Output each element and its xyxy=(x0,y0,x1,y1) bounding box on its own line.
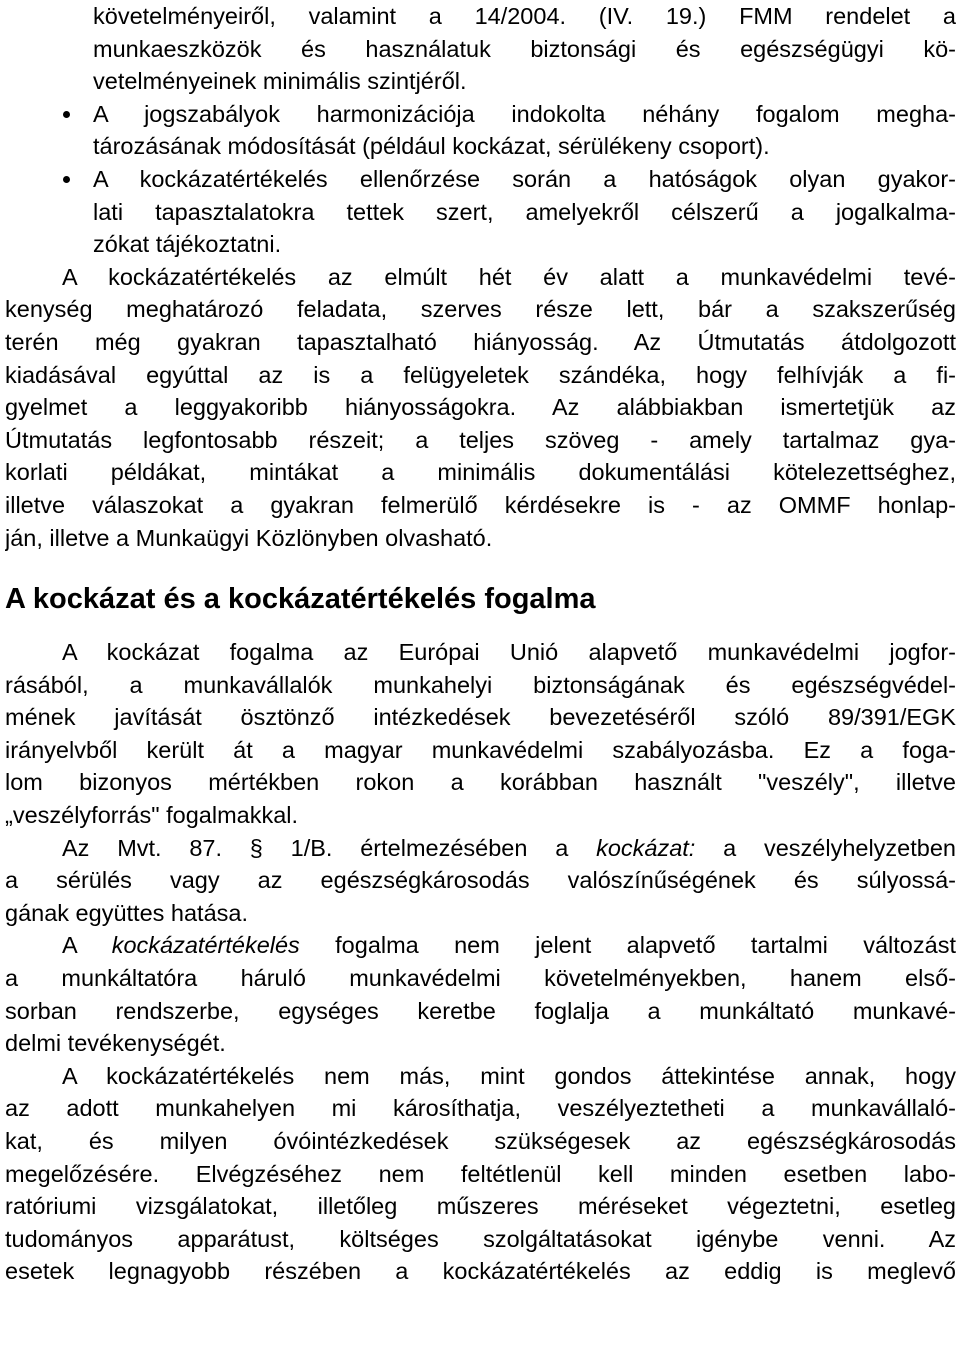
text-line: a sérülés vagy az egészségkárosodás valószínűségének és súlyossá- xyxy=(5,867,956,894)
text-line: a munkáltatóra háruló munkavédelmi követelményekben, hanem első- xyxy=(5,965,956,992)
text-line: Az Mvt. 87. § 1/B. értelmezésében a kockázat: a veszélyhelyzetben xyxy=(62,834,956,861)
text-line: A jogszabályok harmonizációja indokolta néhány fogalom megha- xyxy=(93,100,956,127)
text-line: zókat tájékoztatni. xyxy=(93,231,282,258)
text-line: ratóriumi vizsgálatokat, illetőleg műszeres méréseket végeztetni, esetleg xyxy=(5,1193,956,1220)
text-line: kiadásával egyúttal az is a felügyeletek szándéka, hogy felhívják a fi- xyxy=(5,361,956,388)
text-line: az adott munkahelyen mi károsíthatja, veszélyeztetheti a munkavállaló- xyxy=(5,1095,956,1122)
text-line: A kockázatértékelés ellenőrzése során a hatóságok olyan gyakor- xyxy=(93,165,956,192)
text-line: lom bizonyos mértékben rokon a korábban használt "veszély", illetve xyxy=(5,769,956,796)
text-line: mének javítását ösztönző intézkedések bevezetéséről szóló 89/391/EGK xyxy=(5,704,956,731)
paragraph xyxy=(5,1060,956,1288)
italic-term: kockázat: xyxy=(596,834,696,861)
text-line: esetek legnagyobb részében a kockázatértékelés az eddig is meglevő xyxy=(5,1258,956,1285)
intro-paragraph xyxy=(5,261,956,554)
list-item xyxy=(5,98,956,163)
text-line: gyelmet a leggyakoribb hiányosságokra. Az alábbiakban ismertetjük az xyxy=(5,394,956,421)
italic-term: kockázatértékelés xyxy=(111,932,300,959)
bullet-icon xyxy=(63,111,70,118)
text-line: kat, és milyen óvóintézkedések szükségesek az egészségkárosodás xyxy=(5,1128,956,1154)
list-item xyxy=(5,163,956,261)
text-line: illetve válaszokat a gyakran felmerülő kérdésekre is - az OMMF honlap- xyxy=(5,491,956,518)
section-heading: A kockázat és a kockázatértékelés fogalma xyxy=(5,583,596,616)
text-line: „veszélyforrás" fogalmakkal. xyxy=(5,802,299,829)
text-line: gának együttes hatása. xyxy=(5,899,249,926)
text-line: munkaeszközök és használatuk biztonsági és egészségügyi kö- xyxy=(93,35,956,62)
paragraph xyxy=(5,929,956,1059)
paragraph xyxy=(5,636,956,832)
text-line: A kockázatértékelés az elmúlt hét év alatt a munkavédelmi tevé- xyxy=(62,263,956,290)
text-line: megelőzésére. Elvégzéséhez nem feltétlenül kell minden esetben labo- xyxy=(5,1160,956,1187)
bullet-continuation xyxy=(5,0,956,98)
text-line: A kockázat fogalma az Európai Unió alapvető munkavédelmi jogfor- xyxy=(62,639,956,666)
text-line: ján, illetve a Munkaügyi Közlönyben olvasható. xyxy=(5,524,493,551)
text-line: tudományos apparátust, költséges szolgáltatásokat igénybe venni. Az xyxy=(5,1225,956,1252)
bullet-list xyxy=(5,98,956,261)
text-line: sorban rendszerbe, egységes keretbe foglalja a munkáltató munkavé- xyxy=(5,997,956,1024)
text-line: delmi tevékenységét. xyxy=(5,1030,226,1057)
text-line: korlati példákat, mintákat a minimális dokumentálási kötelezettséghez, xyxy=(5,459,956,486)
text-line: lati tapasztalatokra tettek szert, amelyekről célszerű a jogalkalma- xyxy=(93,198,956,225)
text-line: terén még gyakran tapasztalható hiányosság. Az Útmutatás átdolgozott xyxy=(5,328,956,355)
bullet-icon xyxy=(63,176,70,183)
text-line: kenység meghatározó feladata, szerves része lett, bár a szakszerűség xyxy=(5,296,956,323)
text-line: A kockázatértékelés nem más, mint gondos áttekintése annak, hogy xyxy=(62,1062,956,1089)
text-line: tározásának módosítását (például kockázat, sérülékeny csoport). xyxy=(93,133,770,160)
text-line: követelményeiről, valamint a 14/2004. (IV. 19.) FMM rendelet a xyxy=(93,3,956,29)
text-line: rásából, a munkavállalók munkahelyi biztonságának és egészségvédel- xyxy=(5,671,956,698)
text-line: Útmutatás legfontosabb részeit; a teljes szöveg - amely tartalmaz gya- xyxy=(5,426,956,453)
text-line: vetelményeinek minimális szintjéről. xyxy=(93,68,467,95)
text-line: A kockázatértékelés fogalma nem jelent alapvető tartalmi változást xyxy=(62,932,956,959)
paragraph xyxy=(5,832,956,930)
text-line: irányelvből került át a magyar munkavédelmi szabályozásba. Ez a foga- xyxy=(5,736,956,763)
